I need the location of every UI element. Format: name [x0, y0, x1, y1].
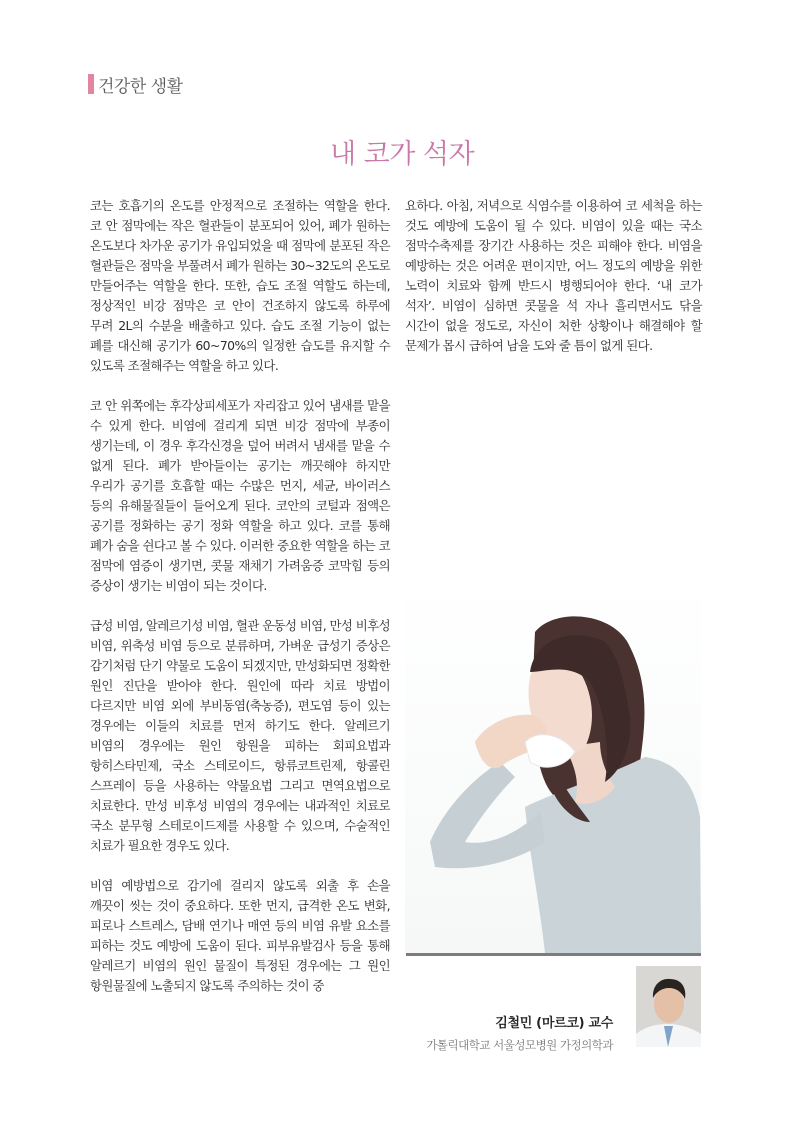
paragraph: 비염 예방법으로 감기에 걸리지 않도록 외출 후 손을 깨끗이 씻는 것이 중요하다. 또한 먼지, 급격한 온도 변화, 피로나 스트레스, 담배 연기나 매연 등의 비염 유발 요소를 피하는 것도 예방에 도움이 된다. 피부유발검사 등을 통해 알레르기 비염의 원인 물질이 특정된 경우에는 그 원인 항원물질에 노출되지 않도록 주의하는 것이 중	[90, 878, 390, 993]
section-label: 건강한 생활	[98, 76, 183, 97]
woman-photo-illustration	[405, 577, 701, 953]
author-name: 김철민 (마르코) 교수	[495, 1016, 613, 1031]
paragraph: 요하다. 아침, 저녁으로 식염수를 이용하여 코 세척을 하는 것도 예방에 도움이 될 수 있다. 비염이 있을 때는 국소 점막수축제를 장기간 사용하는 것은 피해야 한다. 비염을 예방하는 것은 어려운 편이지만, 어느 정도의 예방을 위한 노력이 치료와 함께 반드시 병행되어야 한다. ‘내 코가 석자’. 비염이 심하면 콧물을 석 자나 흘리면서도 닦을 시간이 없을 정도로, 자신이 처한 상황이나 해결해야 할 문제가 몹시 급하여 남을 도와 줄 틈이 없게 된다.	[405, 198, 702, 353]
article-right-column	[405, 196, 702, 376]
photo-bottom-rule	[406, 953, 701, 956]
section-accent-bar	[88, 74, 94, 94]
author-affiliation: 가톨릭대학교 서울성모병원 가정의학과	[426, 1038, 613, 1052]
author-portrait-photo	[636, 966, 701, 1047]
paragraph: 급성 비염, 알레르기성 비염, 혈관 운동성 비염, 만성 비후성 비염, 위축성 비염 등으로 분류하며, 가벼운 급성기 증상은 감기처럼 단기 약물로 도움이 되겠지만, 만성화되면 정확한 원인 진단을 받아야 한다. 원인에 따라 치료 방법이 다르지만 비염 외에 부비동염(축농증), 편도염 등이 있는 경우에는 이들의 치료를 먼저 하기도 한다. 알레르기 비염의 경우에는 원인 항원을 피하는 회피요법과 항히스타민제, 국소 스테로이드, 항류코트린제, 항콜린 스프레이 등을 사용하는 약물요법 그리고 면역요법으로 치료한다. 만성 비후성 비염의 경우에는 내과적인 치료로 국소 분무형 스테로이드제를 사용할 수 있으며, 수술적인 치료가 필요한 경우도 있다.	[90, 618, 390, 853]
article-left-column	[90, 196, 390, 996]
section-header	[88, 72, 183, 96]
author-block	[426, 1012, 613, 1053]
paragraph: 코 안 위쪽에는 후각상피세포가 자리잡고 있어 냄새를 맡을 수 있게 한다. 비염에 걸리게 되면 비강 점막에 부종이 생기는데, 이 경우 후각신경을 덮어 버려서 냄새를 맡을 수 없게 된다. 폐가 받아들이는 공기는 깨끗해야 하지만 우리가 공기를 호흡할 때는 수많은 먼지, 세균, 바이러스 등의 유해물질들이 들어오게 된다. 코안의 코털과 점액은 공기를 정화하는 공기 정화 역할을 하고 있다. 코를 통해 폐가 숨을 쉰다고 볼 수 있다. 이러한 중요한 역할을 하는 코 점막에 염증이 생기면, 콧물 재채기 가려움증 코막힘 등의 증상이 생기는 비염이 되는 것이다.	[90, 398, 390, 593]
author-portrait-illustration	[636, 966, 701, 1047]
paragraph: 코는 호흡기의 온도를 안정적으로 조절하는 역할을 한다. 코 안 점막에는 작은 혈관들이 분포되어 있어, 폐가 원하는 온도보다 차가운 공기가 유입되었을 때 점막에 분포된 작은 혈관들은 점막을 부풀려서 폐가 원하는 30~32도의 온도로 만들어주는 역할을 한다. 또한, 습도 조절 역할도 하는데, 정상적인 비강 점막은 코 안이 건조하지 않도록 하루에 무려 2L의 수분을 배출하고 있다. 습도 조절 기능이 없는 폐를 대신해 공기가 60~70%의 일정한 습도를 유지할 수 있도록 조절해주는 역할을 하고 있다.	[90, 198, 390, 373]
article-title: 내 코가 석자	[330, 139, 475, 170]
woman-blowing-nose-photo	[405, 577, 701, 953]
